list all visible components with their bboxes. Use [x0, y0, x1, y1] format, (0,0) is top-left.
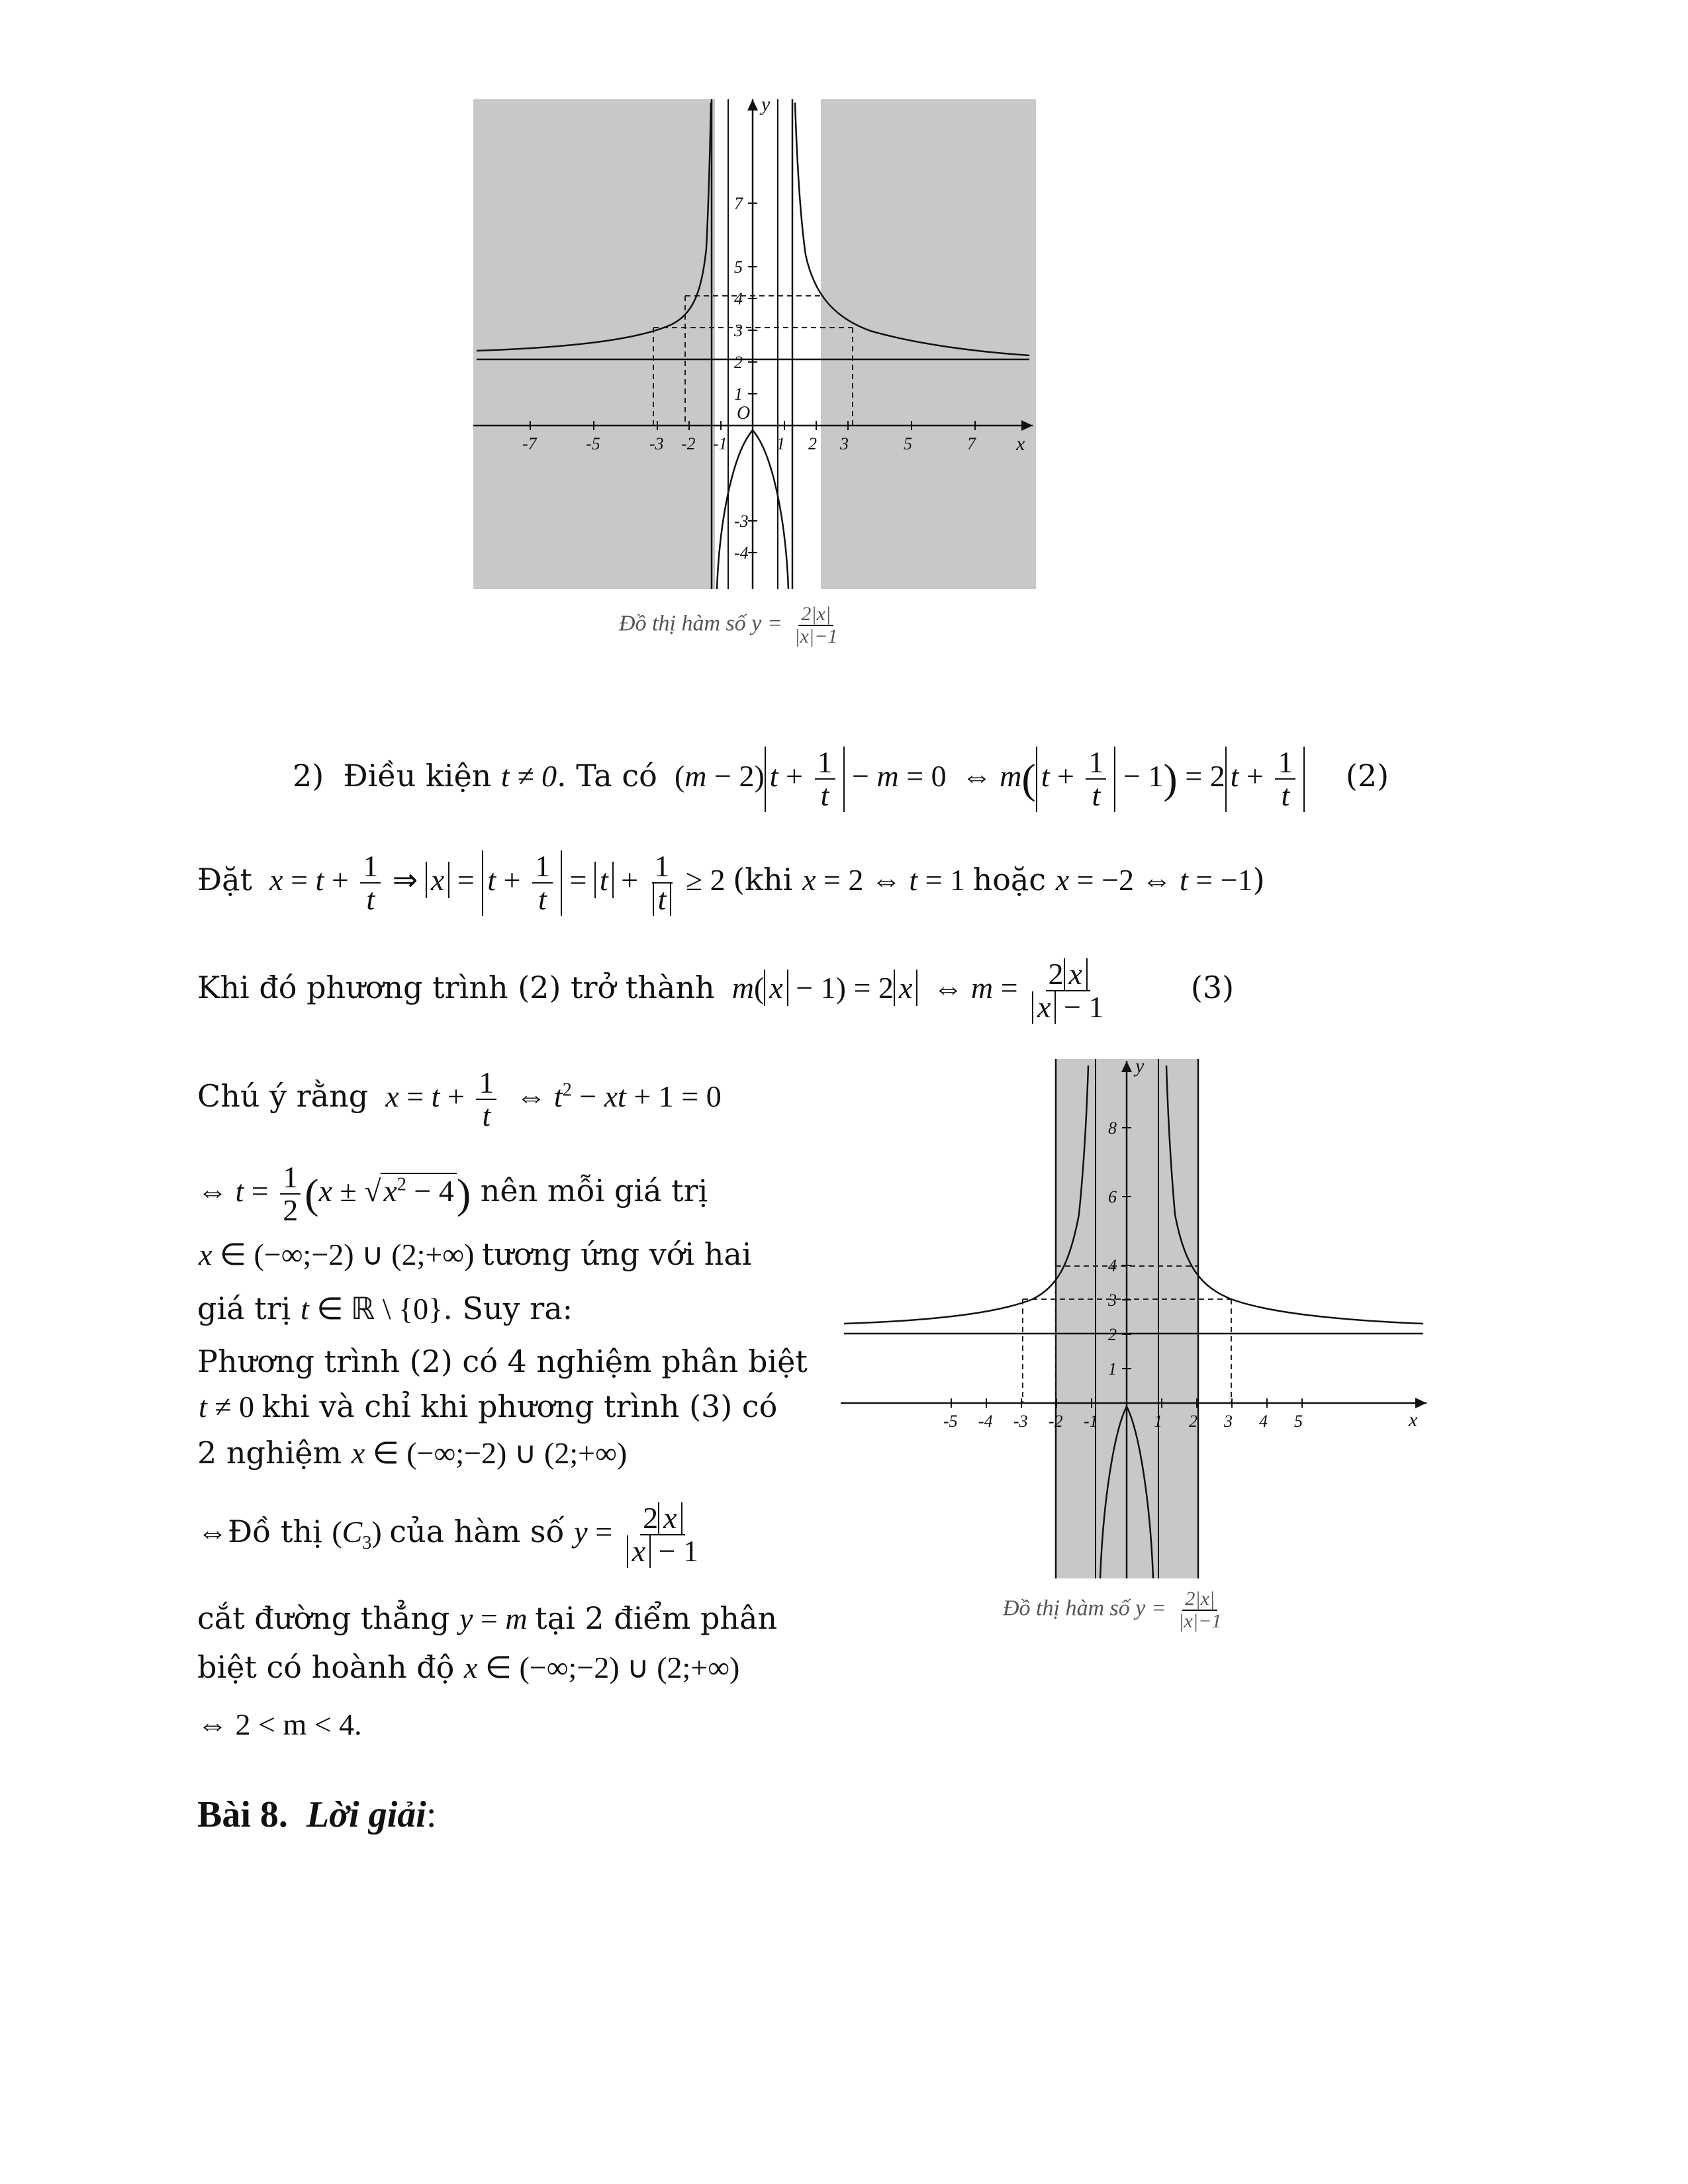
y-tick-label: 3: [734, 321, 743, 340]
line10-text-a: 2 nghiệm: [197, 1435, 342, 1471]
line1-text-a: Điều kiện: [343, 757, 492, 794]
line-substitution: Đặt x = t + $\frac{1}{t}$ ⇒ x = t + $\frac{1}{t}$ = t + $\frac{1}{t}$ ≥ 2 (khi x = 2 ⇔ t = 1 hoặc x = −2 ⇔ t = −1): [197, 849, 1265, 917]
x-tick-label: 4: [1259, 1412, 1268, 1431]
x-tick-label: 3: [840, 434, 849, 453]
figure-1-y-label: y: [761, 96, 771, 115]
figure-1-y-ticks: [733, 194, 757, 563]
line-note: Chú ý rằng x = t + $\frac{1}{t}$ ⇔ $t^2$ − xt + 1 = 0: [197, 1066, 722, 1133]
x-tick-label: 1: [1154, 1412, 1162, 1431]
heading-label: Bài 8.: [197, 1794, 288, 1835]
line12-text-a: cắt đường thẳng: [197, 1600, 450, 1636]
figure-1-origin-label: O: [737, 403, 751, 424]
line14-text: ⇔ 2 < m < 4.: [197, 1707, 362, 1741]
line2-text-b: (khi: [733, 861, 793, 897]
line-graph-statement: ⇔Đồ thị $(C_3)$ của hàm số y = $\frac{2 x}{x - 1}$: [197, 1501, 699, 1569]
x-tick-label: 5: [904, 434, 912, 453]
line-abscissa: biệt có hoành độ x ∈ (−∞;−2) ∪ (2;+∞): [197, 1649, 740, 1685]
x-tick-label: -2: [681, 434, 696, 453]
line7-text-a: giá trị: [197, 1291, 291, 1326]
figure-2-x-label: x: [1409, 1409, 1418, 1431]
line-conclusion-2: t ≠ 0 khi và chỉ khi phương trình (3) có: [199, 1388, 778, 1424]
figure-2-caption: [1003, 1588, 1228, 1631]
figure-1-caption: [619, 604, 844, 647]
line-equation-3: Khi đó phương trình (2) trở thành m( x − 1) = 2 x ⇔ m = $\frac{2 x}{x - 1}$ (3): [197, 957, 1235, 1024]
line-condition: 2) Điều kiện t ≠ 0. Ta có (m − 2) t + $\frac{1}{t}$ − m = 0 ⇔ m( t + $\frac{1}{t}$ − 1) = 2 t + $\frac{1}{t}$ (2): [293, 745, 1389, 813]
y-tick-label: 1: [1108, 1359, 1117, 1379]
line6-text-b: tương ứng với hai: [481, 1236, 752, 1272]
x-tick-label: -2: [1049, 1412, 1063, 1431]
line-answer: [197, 1706, 362, 1743]
x-tick-label: 2: [808, 434, 817, 453]
figure-1-x-label: x: [1016, 433, 1025, 455]
line1-condition: t ≠ 0: [500, 758, 557, 793]
y-tick-label: 4: [1108, 1256, 1117, 1275]
x-tick-label: 3: [1224, 1412, 1233, 1431]
y-tick-label: -4: [734, 543, 749, 563]
y-tick-label: -3: [734, 512, 749, 531]
line2-text-c: hoặc: [972, 861, 1047, 897]
figure-1-caption-prefix: Đồ thị hàm số: [619, 611, 746, 636]
x-tick-label: -4: [978, 1412, 993, 1431]
line7-text-b: . Suy ra:: [443, 1291, 573, 1326]
x-tick-label: -3: [649, 434, 664, 453]
y-tick-label: 8: [1108, 1118, 1117, 1138]
y-tick-label: 6: [1108, 1187, 1117, 1206]
line-conclusion-3: 2 nghiệm x ∈ (−∞;−2) ∪ (2;+∞): [197, 1435, 628, 1471]
line-interval: x ∈ (−∞;−2) ∪ (2;+∞) tương ứng với hai: [199, 1236, 752, 1272]
figure-2-graph: [841, 1056, 1430, 1592]
line13-text-a: biệt có hoành độ: [197, 1649, 455, 1685]
y-tick-label: 5: [734, 257, 743, 277]
line2-text-d: ): [1252, 861, 1265, 897]
figure-2-caption-prefix: Đồ thị hàm số: [1003, 1596, 1130, 1621]
y-tick-label: 1: [734, 385, 743, 404]
x-tick-label: 1: [776, 434, 785, 453]
figure-1-caption-numerator: 2|x|: [798, 604, 833, 626]
x-tick-label: -3: [1013, 1412, 1028, 1431]
y-tick-label: 7: [734, 194, 743, 213]
line3-tag: (3): [1190, 969, 1235, 1005]
line-solve-t: ⇔ t = $\frac{1}{2}$ $(x \pm √x^2 - 4)$ nên mỗi giá trị: [197, 1160, 708, 1228]
figure-1-graph: [473, 96, 1036, 599]
x-tick-label: 2: [1189, 1412, 1197, 1431]
line5-text-b: nên mỗi giá trị: [480, 1172, 708, 1208]
line-intersect: cắt đường thẳng y = m tại 2 điểm phân: [197, 1600, 778, 1636]
figure-1-caption-lhs: y =: [751, 611, 782, 636]
figure-1-shaded-left: [473, 99, 715, 589]
x-tick-label: -1: [1084, 1412, 1098, 1431]
x-tick-label: 5: [1294, 1412, 1303, 1431]
line11-text-a: Đồ thị: [228, 1513, 322, 1549]
line11-text-b: của hàm số: [389, 1513, 565, 1549]
x-tick-label: -7: [522, 434, 537, 453]
line3-text-a: Khi đó phương trình (2) trở thành: [197, 969, 715, 1005]
line1-tag: (2): [1345, 757, 1389, 794]
line9-text-b: khi và chỉ khi phương trình (3) có: [261, 1388, 778, 1424]
y-tick-label: 4: [734, 289, 743, 308]
figure-2-y-label: y: [1135, 1056, 1145, 1077]
heading-subtitle: Lời giải: [306, 1794, 426, 1835]
figure-2-caption-lhs: y =: [1135, 1596, 1166, 1621]
line2-text-a: Đặt: [197, 861, 253, 897]
y-tick-label: 2: [734, 353, 743, 372]
line-values: giá trị t ∈ ℝ \ {0}. Suy ra:: [197, 1291, 573, 1326]
line4-text-a: Chú ý rằng: [197, 1077, 369, 1114]
line-conclusion-1: [197, 1343, 808, 1380]
heading-colon: :: [426, 1794, 437, 1835]
x-tick-label: -5: [943, 1412, 958, 1431]
line1-text-b: . Ta có: [556, 757, 657, 794]
x-tick-label: -5: [586, 434, 600, 453]
y-tick-label: 2: [1108, 1325, 1117, 1344]
figure-2-caption-denominator: |x|−1: [1178, 1610, 1222, 1632]
line1-index: 2): [293, 757, 324, 794]
line12-text-b: tại 2 điểm phân: [535, 1600, 778, 1636]
figure-2-caption-numerator: 2|x|: [1182, 1588, 1217, 1611]
section-heading: [197, 1794, 436, 1836]
x-tick-label: 7: [967, 434, 976, 453]
y-tick-label: 3: [1108, 1291, 1117, 1310]
figure-1-caption-denominator: |x|−1: [794, 625, 838, 647]
line8-text: Phương trình (2) có 4 nghiệm phân biệt: [197, 1343, 808, 1379]
x-tick-label: -1: [713, 434, 727, 453]
